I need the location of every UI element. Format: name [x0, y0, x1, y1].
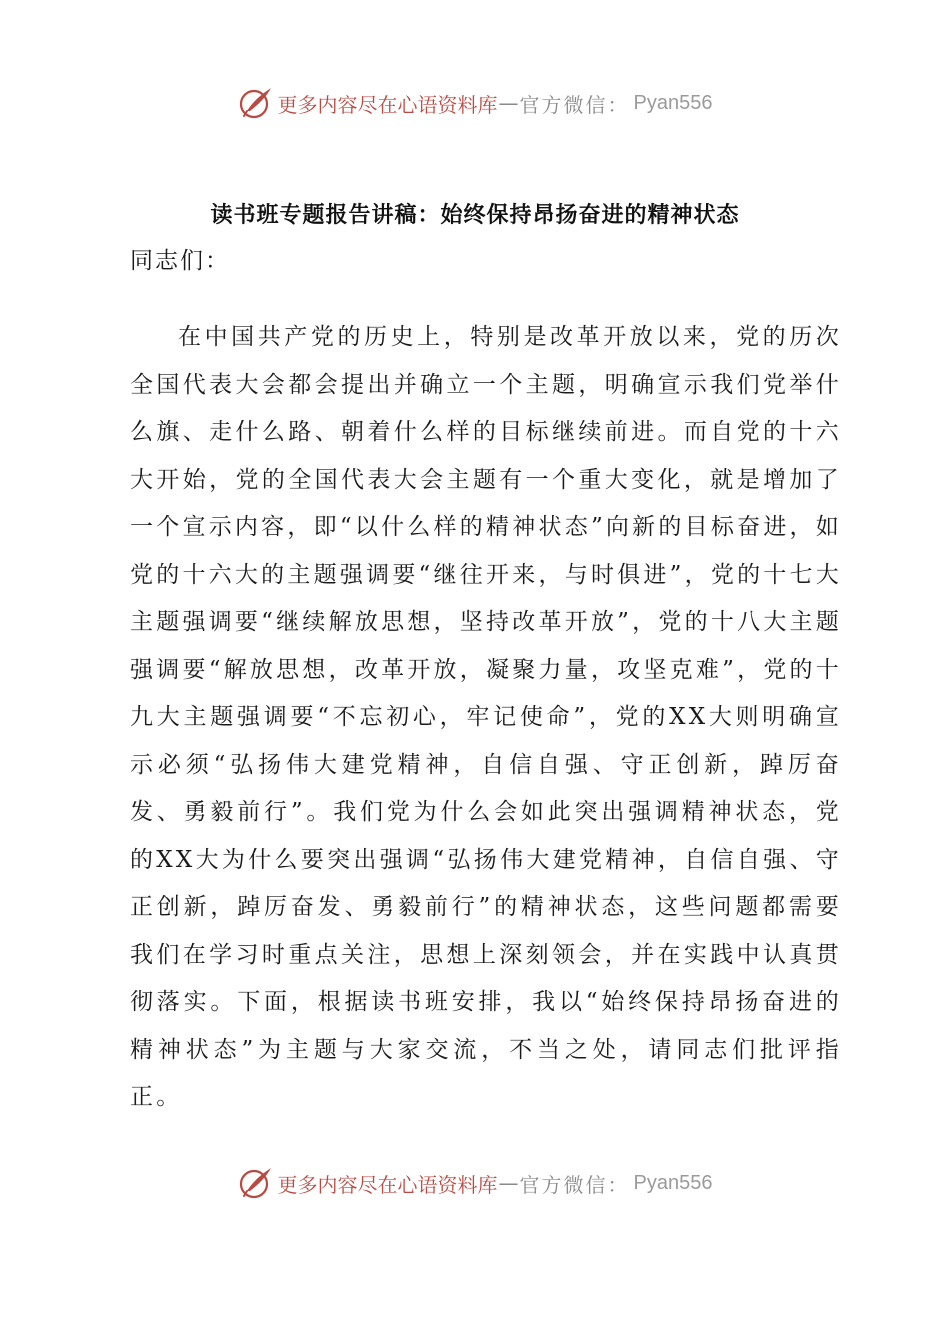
document-title: 读书班专题报告讲稿：始终保持昂扬奋进的精神状态	[210, 203, 740, 228]
quill-pen-logo-icon	[238, 85, 274, 121]
body-paragraph: 在中国共产党的历史上，特别是改革开放以来，党的历次全国代表大会都会提出并确立一个主题，明确宣示我们党举什么旗、走什么路、朝着什么样的目标继续前进。而自党的十六大开始，党的全国代表大会主题有一个重大变化，就是增加了一个宣示内容，即“以什么样的精神状态”向新的目标奋进，如党的十六大的主题强调要“继往开来，与时俱进”，党的十七大主题强调要“继续解放思想，坚持改革开放”，党的十八大主题强调要“解放思想，改革开放，凝聚力量，攻坚克难”，党的十九大主题强调要“不忘初心，牢记使命”，党的XX大则明确宣示必须“弘扬伟大建党精神，自信自强、守正创新，踔厉奋发、勇毅前行”。我们党为什么会如此突出强调精神状态，党的XX大为什么要突出强调“弘扬伟大建党精神，自信自强、守正创新，踔厉奋发、勇毅前行”的精神状态，这些问题都需要我们在学习时重点关注，思想上深刻领会，并在实践中认真贯彻落实。下面，根据读书班安排，我以“始终保持昂扬奋进的精神状态”为主题与大家交流，不当之处，请同志们批评指正。	[130, 324, 842, 1110]
banner-wechat-id: Pyan556	[633, 91, 713, 114]
header-banner	[0, 83, 950, 123]
banner-wechat-id: Pyan556	[633, 1171, 713, 1194]
footer-banner	[0, 1163, 950, 1203]
banner-separator: —	[498, 1171, 519, 1195]
banner-wechat-label: 官方微信：	[519, 1172, 630, 1197]
banner-wechat-label: 官方微信：	[519, 92, 630, 117]
banner-separator: —	[498, 91, 519, 115]
quill-pen-logo-icon	[238, 1165, 274, 1201]
salutation: 同志们：	[130, 248, 230, 274]
banner-brand-text: 更多内容尽在心语资料库	[277, 92, 498, 117]
banner-brand-text: 更多内容尽在心语资料库	[277, 1172, 498, 1197]
